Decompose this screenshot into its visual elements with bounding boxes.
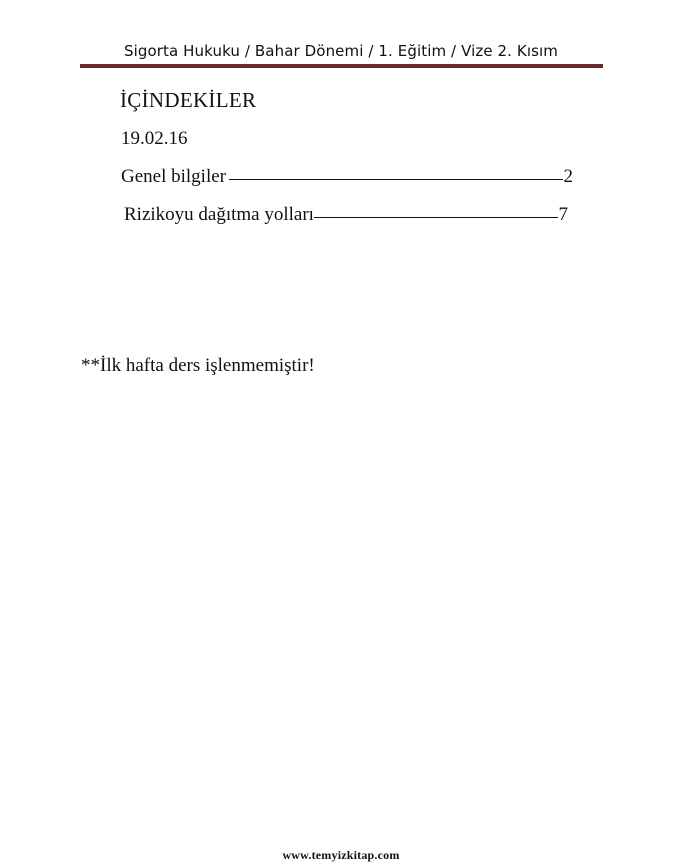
toc-entry [121,166,573,188]
toc-entry [124,204,568,226]
first-week-note: **İlk hafta ders işlenmemiştir! [81,355,315,376]
toc-heading: İÇİNDEKİLER [120,88,257,112]
toc-entry-page: 7 [558,204,568,225]
header-rule [80,64,603,68]
toc-leader-line [229,179,563,180]
toc-date: 19.02.16 [121,128,188,149]
toc-leader-line [314,217,558,218]
toc-entry-label: Genel bilgiler [121,166,226,187]
toc-entry-label: Rizikoyu dağıtma yolları [124,204,314,225]
toc-entry-page: 2 [563,166,573,187]
footer-website: www.temyizkitap.com [282,848,400,862]
header-title: Sigorta Hukuku / Bahar Dönemi / 1. Eğitim / Vize 2. Kısım [123,42,559,60]
